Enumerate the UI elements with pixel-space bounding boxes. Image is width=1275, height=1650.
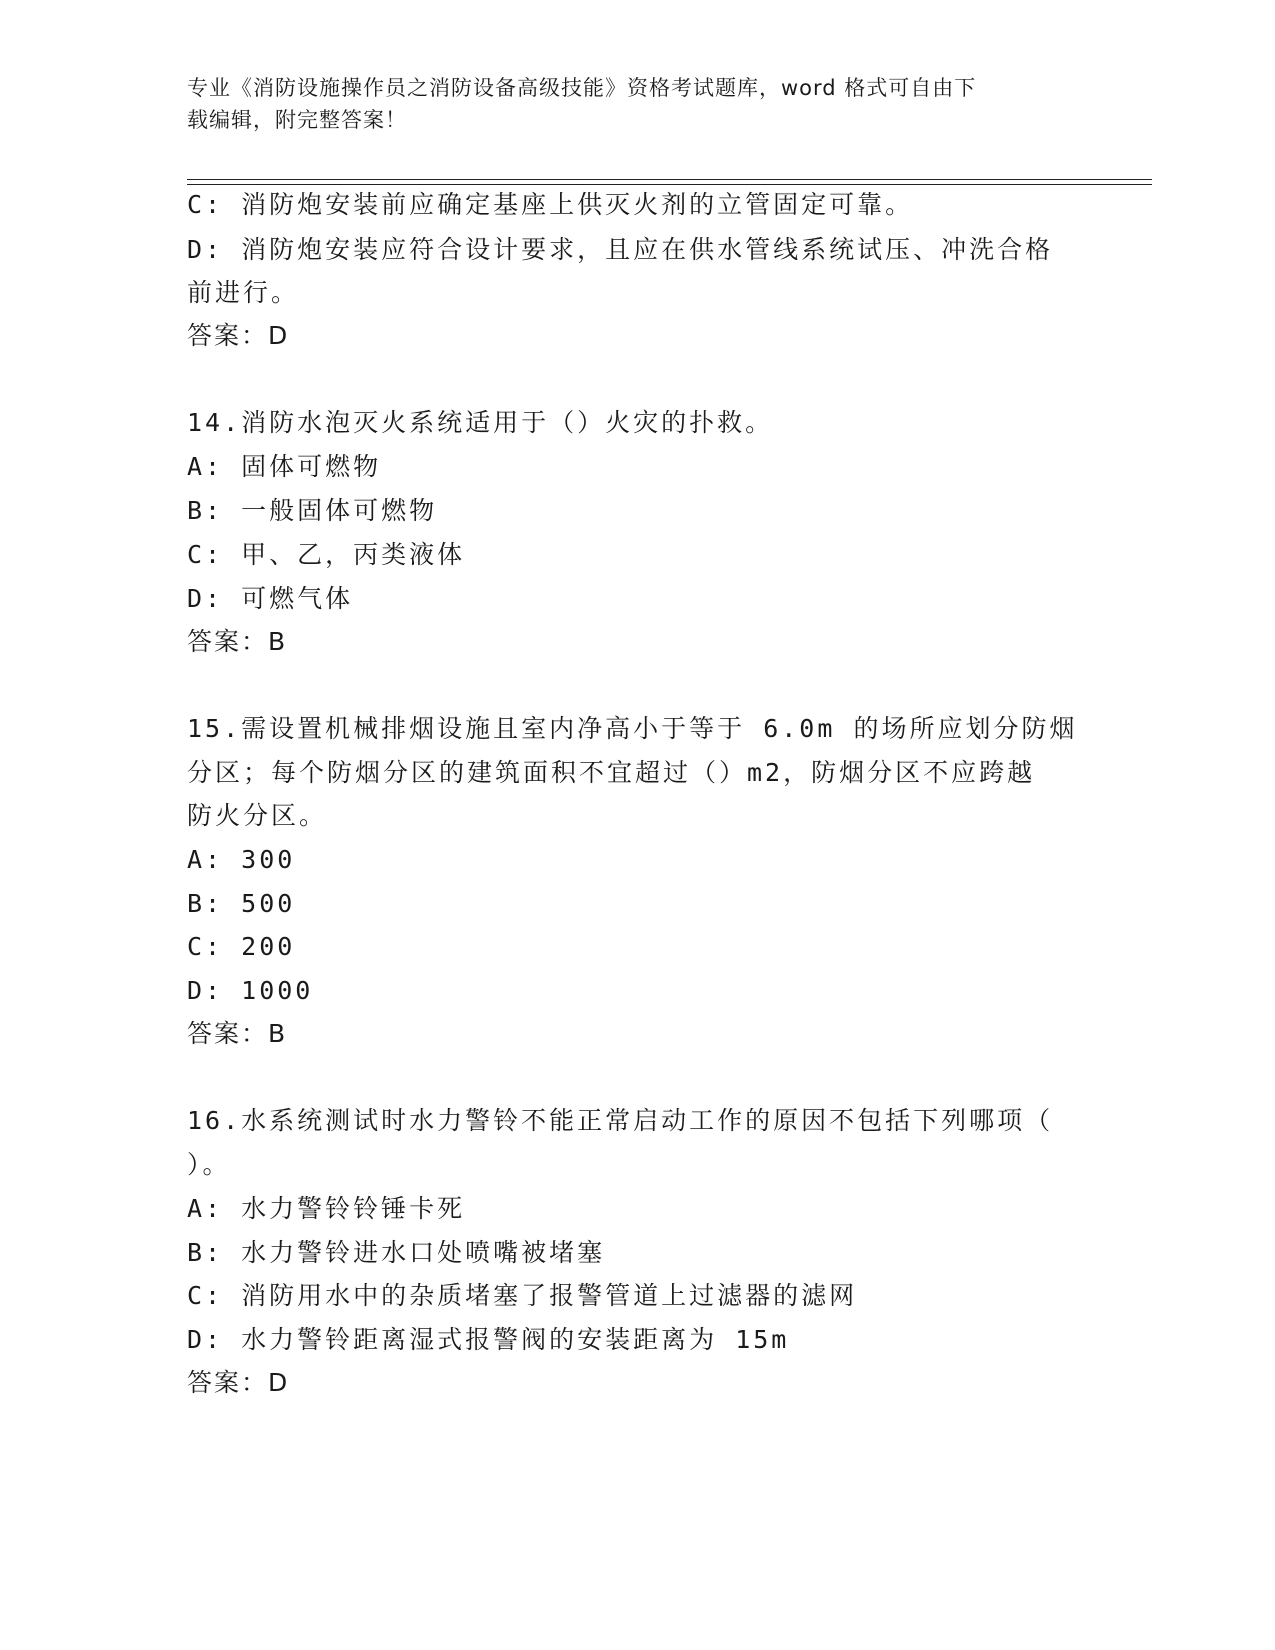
q15-answer: 答案：B [187, 1019, 288, 1048]
q13-answer: 答案：D [187, 321, 290, 350]
q14-option-a: A: 固体可燃物 [187, 452, 382, 481]
q14-option-b: B: 一般固体可燃物 [187, 496, 438, 525]
header-rule-top [187, 179, 1152, 180]
document-header [187, 72, 1067, 136]
q16-option-a: A: 水力警铃铃锤卡死 [187, 1194, 466, 1223]
q14-answer: 答案：B [187, 627, 288, 656]
q15-option-b: B: 500 [187, 889, 296, 918]
q13-option-d: D: 消防炮安装应符合设计要求，且应在供水管线系统试压、冲洗合格 [187, 235, 1054, 264]
q16-stem-line-2: ）。 [187, 1150, 231, 1179]
q15-stem-line-2: 分区；每个防烟分区的建筑面积不宜超过（）m2，防烟分区不应跨越 [187, 758, 1036, 787]
q16-option-c: C: 消防用水中的杂质堵塞了报警管道上过滤器的滤网 [187, 1281, 858, 1310]
q15-stem-line-1: 15.需设置机械排烟设施且室内净高小于等于 6.0m 的场所应划分防烟 [187, 714, 1078, 743]
q15-option-d: D: 1000 [187, 976, 314, 1005]
header-rule-bottom [187, 184, 1152, 185]
q13-option-d-continued: 前进行。 [187, 278, 300, 307]
header-line-1: 专业《消防设施操作员之消防设备高级技能》资格考试题库，word 格式可自由下 [187, 76, 977, 100]
q14-option-d: D: 可燃气体 [187, 584, 354, 613]
header-line-2: 载编辑，附完整答案！ [187, 108, 407, 132]
q14-stem: 14.消防水泡灭火系统适用于（）火灾的扑救。 [187, 408, 774, 437]
q16-stem-line-1: 16.水系统测试时水力警铃不能正常启动工作的原因不包括下列哪项（ [187, 1106, 1054, 1135]
q16-option-d: D: 水力警铃距离湿式报警阀的安装距离为 15m [187, 1325, 790, 1354]
q16-answer: 答案：D [187, 1368, 290, 1397]
q15-option-c: C: 200 [187, 932, 296, 961]
q13-option-c: C: 消防炮安装前应确定基座上供灭火剂的立管固定可靠。 [187, 190, 914, 219]
q15-stem-line-3: 防火分区。 [187, 801, 328, 830]
q15-option-a: A: 300 [187, 845, 296, 874]
q16-option-b: B: 水力警铃进水口处喷嘴被堵塞 [187, 1238, 606, 1267]
q14-option-c: C: 甲、乙，丙类液体 [187, 540, 466, 569]
